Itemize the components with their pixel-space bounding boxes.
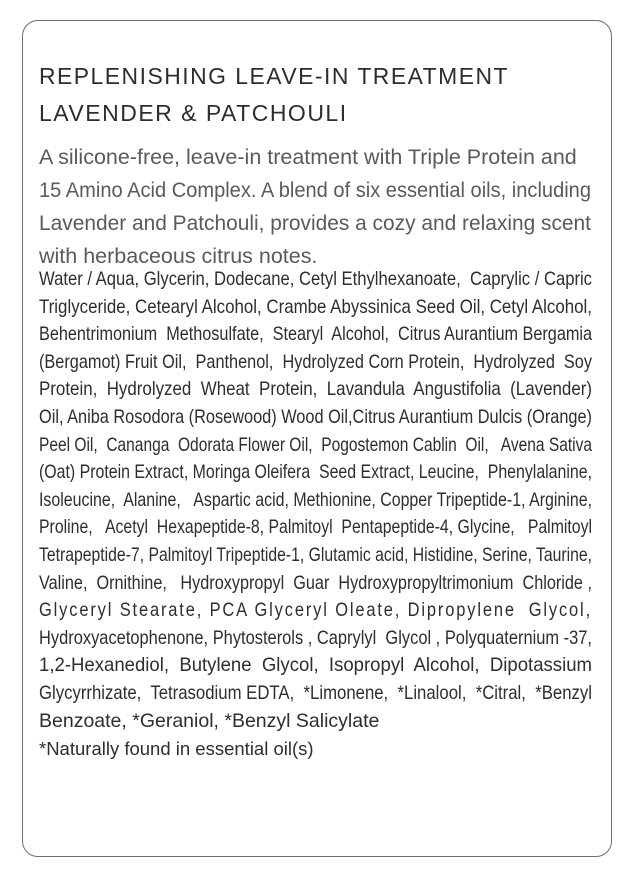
ingredient-line: Triglyceride, Cetearyl Alcohol, Crambe Abyssinica Seed Oil, Cetyl Alcohol, (39, 295, 592, 318)
description-line: 15 Amino Acid Complex. A blend of six essential oils, including (39, 178, 591, 202)
product-label-card (22, 20, 612, 857)
ingredient-line: Glyceryl Stearate, PCA Glyceryl Oleate, Dipropylene Glycol, (39, 599, 592, 622)
ingredient-line: (Bergamot) Fruit Oil, Panthenol, Hydrolyzed Corn Protein, Hydrolyzed Soy (39, 350, 592, 373)
ingredients-list (39, 266, 597, 735)
ingredient-line: Peel Oil, Cananga Odorata Flower Oil, Pogostemon Cablin Oil, Avena Sativa (39, 433, 592, 456)
ingredient-line: Water / Aqua, Glycerin, Dodecane, Cetyl Ethylhexanoate, Caprylic / Capric (39, 268, 592, 290)
description-line: Lavender and Patchouli, provides a cozy and relaxing scent (39, 211, 591, 235)
ingredient-line: (Oat) Protein Extract, Moringa Oleifera Seed Extract, Leucine, Phenylalanine, (39, 461, 592, 484)
ingredient-line: 1,2-Hexanediol, Butylene Glycol, Isopropyl Alcohol, Dipotassium (39, 654, 592, 677)
ingredient-line: Glycyrrhizate, Tetrasodium EDTA, *Limonene, *Linalool, *Citral, *Benzyl (39, 681, 592, 704)
product-title (39, 58, 597, 132)
ingredient-line: Hydroxyacetophenone, Phytosterols , Caprylyl Glycol , Polyquaternium -37, (39, 626, 592, 649)
ingredients-footnote: *Naturally found in essential oil(s) (39, 738, 314, 760)
ingredient-line: Valine, Ornithine, Hydroxypropyl Guar Hydroxypropyltrimonium Chloride , (39, 571, 592, 594)
ingredient-line: Behentrimonium Methosulfate, Stearyl Alcohol, Citrus Aurantium Bergamia (39, 323, 592, 346)
product-description (39, 141, 597, 273)
ingredient-line: Proline, Acetyl Hexapeptide-8, Palmitoyl Pentapeptide-4, Glycine, Palmitoyl (39, 516, 592, 539)
description-line: A silicone-free, leave-in treatment with Triple Protein and (39, 145, 577, 169)
ingredient-line: Isoleucine, Alanine, Aspartic acid, Methionine, Copper Tripeptide-1, Arginine, (39, 488, 592, 511)
ingredient-line: Oil, Aniba Rosodora (Rosewood) Wood Oil,Citrus Aurantium Dulcis (Orange) (39, 405, 592, 428)
title-line: REPLENISHING LEAVE-IN TREATMENT (39, 63, 509, 89)
ingredient-line: Protein, Hydrolyzed Wheat Protein, Lavandula Angustifolia (Lavender) (39, 378, 592, 401)
ingredient-line: Tetrapeptide-7, Palmitoyl Tripeptide-1, Glutamic acid, Histidine, Serine, Taurine, (39, 543, 592, 566)
ingredient-line: Benzoate, *Geraniol, *Benzyl Salicylate (39, 709, 380, 732)
description-line: with herbaceous citrus notes. (39, 244, 318, 268)
title-line: LAVENDER & PATCHOULI (39, 100, 348, 126)
